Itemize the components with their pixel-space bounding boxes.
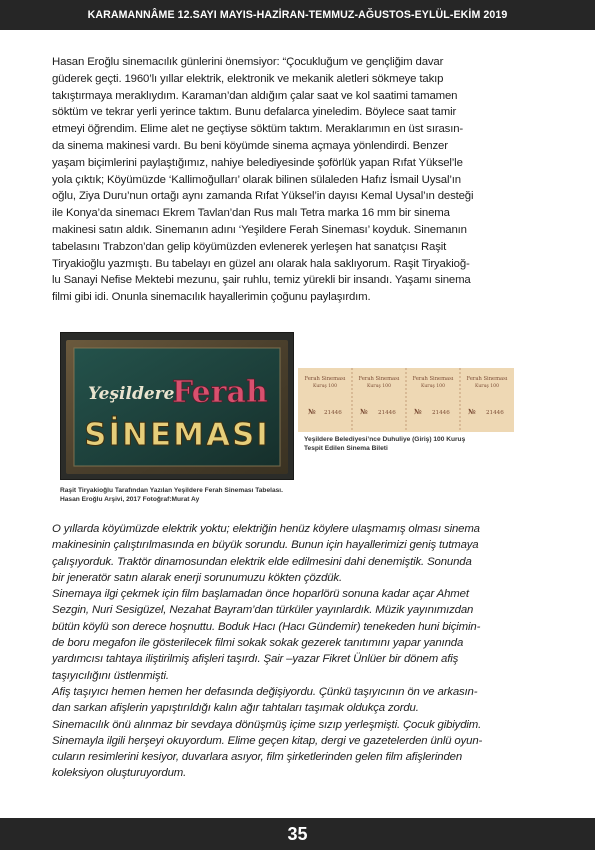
text-line: bütün köylü son derece hoşnuttu. Boduk Hacı (Hacı Gündemir) tenekeden huni biçimin- <box>52 620 481 633</box>
header-title: KARAMANNÂME 12.SAYI MAYIS-HAZİRAN-TEMMUZ-AĞUSTOS-EYLÜL-EKİM 2019 <box>87 9 508 21</box>
ticket-number: 21446 <box>378 410 396 416</box>
caption-line: Hasan Eroğlu Arşivi, 2017 Fotoğraf:Murat Ay <box>60 496 200 504</box>
text-line: Sinemacılık önü alınmaz bir sevdaya dönüşmüş içime sızıp yerleşmişti. Çocuk gibiydim. <box>52 718 482 731</box>
text-line: makinesinin çalıştırılmasında en büyük sorundu. Bunun için hayallerimizi geniş tutmaya <box>52 539 479 552</box>
ticket-no-mark: № <box>414 407 422 416</box>
sign-word-1: Yeşildere <box>88 384 175 404</box>
text-line: cuların resimlerini kesiyor, duvarlara asıyor, film şirketlerinden gelen film afişlerinden <box>52 751 463 764</box>
page-footer <box>0 818 595 850</box>
text-line: yardımcısı tahtaya iliştirilmiş afişleri taşırdı. Şair –yazar Fikret Ünlüer bir dönem afiş <box>52 653 459 666</box>
text-line: Hasan Eroğlu sinemacılık günlerini önemsiyor: “Çocukluğum ve gençliğim davar <box>52 56 444 68</box>
ticket-strip-image <box>298 368 514 432</box>
text-line: Sezgin, Nuri Sesigüzel, Nezahat Bayram’dan türküler yayınlardık. Müzik yayınımızdan <box>52 604 474 617</box>
text-line: takıştırmaya meraklıydım. Karaman’dan aldığım çalar saat ve kol saatimi tamamen <box>52 89 458 102</box>
text-line: de boru megafon ile gösterilecek filmi sokak sokak gezerek tanıtımını yapar yanında <box>52 637 464 650</box>
text-line: yola çıktık; Köyümüzde ‘Kallimoğulları’ olarak bilinen sülaleden Hafız İsmail Uysal’ın <box>52 173 461 186</box>
body-text-1 <box>52 54 527 306</box>
text-line: ile Konya’da sinemacı Ekrem Tavlan’dan Rus malı Tetra marka 16 mm bir sinema <box>52 207 450 220</box>
page-header <box>0 0 595 30</box>
text-line: filmi gibi idi. Onunla sinemacılık hayallerimin çoğunu paylaşırdım. <box>52 291 371 304</box>
ticket-price: Kuruş 100 <box>420 384 446 389</box>
caption-line: Yeşildere Belediyesi’nce Duhuliye (Giriş) 100 Kuruş <box>304 436 466 443</box>
text-line: Tiryakioğlu yazmıştı. Bu tabelayı en güzel anı olarak hala saklıyorum. Raşit Tiryakioğ- <box>52 257 470 270</box>
caption-line: Tespit Edilen Sinema Bileti <box>304 445 388 453</box>
ticket-number: 21446 <box>486 410 504 416</box>
cinema-sign-image <box>60 332 294 480</box>
text-line: Sinemaya ilgi çekmek için film başlamadan önce hoparlörü sonuna kadar açar Ahmet <box>52 588 469 601</box>
ticket-number: 21446 <box>324 410 342 416</box>
text-line: taşıyıcılığını üstlenmişti. <box>52 669 169 682</box>
text-line: bir jeneratör satın alarak enerji sorunumuzu kökten çözdük. <box>52 571 342 584</box>
text-line: lu Sanayi Nefise Mektebi mezunu, şair ruhlu, temiz yürekli bir insandı. Yaşamı sinema <box>52 274 471 287</box>
ticket-no-mark: № <box>468 407 476 416</box>
text-line: söktüm ve tekrar yerli yerince taktım. Bunu defalarca yineledim. Böylece saat tamir <box>52 106 457 119</box>
ticket-no-mark: № <box>360 407 368 416</box>
text-line: koleksiyon oluşturuyordum. <box>52 767 187 780</box>
ticket-price: Kuruş 100 <box>366 384 392 389</box>
text-line: yaşam biçimlerini paylaştığımız, nahiye belediyesinde şoförlük yapan Rıfat Yüksel’le <box>52 156 463 169</box>
sign-word-2: Ferah <box>172 375 268 410</box>
text-line: da sinema makinesi vardı. Bu beni köyümde sinema açmaya yönlendirdi. Benzer <box>52 139 448 152</box>
text-line: O yıllarda köyümüzde elektrik yoktu; elektriğin henüz köylere ulaşmamış olması sinema <box>52 523 480 535</box>
ticket-price: Kuruş 100 <box>474 384 500 389</box>
ticket-title: Ferah Sineması <box>304 376 346 382</box>
text-line: çalışıyorduk. Traktör dinamosundan elektrik elde edilmesini dahi denemiştik. Sonunda <box>52 555 472 568</box>
ticket-title: Ferah Sineması <box>412 376 454 382</box>
ticket-title: Ferah Sineması <box>466 376 508 382</box>
text-line: makinesi satın aldık. Sinemanın adını ‘Yeşildere Ferah Sineması’ koyduk. Sinemanın <box>52 223 467 236</box>
ticket-number: 21446 <box>432 410 450 416</box>
text-line: Afiş taşıyıcı hemen hemen her defasında değişiyordu. Çünkü taşıyıcının ön ve arkasın- <box>52 685 478 698</box>
text-line: etmeyi öğrendim. Elime alet ne geçtiyse söktüm taktım. Meraklarımın en üst sırasın- <box>52 123 464 136</box>
text-line: tabelasını Trabzon’dan gelip köyümüzden evlenerek yerleşen hat sanatçısı Raşit <box>52 240 447 253</box>
text-line: Sinemayla ilgili herşeyi okuyordum. Elime geçen kitap, dergi ve gazetelerden ünlü oyun- <box>52 734 483 747</box>
cinema-sign-photo <box>60 332 294 480</box>
body-text-2 <box>52 521 532 782</box>
ticket-strip-photo <box>298 368 514 432</box>
ticket-price: Kuruş 100 <box>312 384 338 389</box>
ticket-title: Ferah Sineması <box>358 376 400 382</box>
ticket-no-mark: № <box>308 407 316 416</box>
page-number: 35 <box>287 823 308 844</box>
text-line: dan sarkan afişlerin yapıştırıldığı kalın ağır tahtaları taşımak oldukça zordu. <box>52 702 419 715</box>
caption-line: Raşit Tiryakioğlu Tarafından Yazılan Yeşildere Ferah Sineması Tabelası. <box>60 487 283 494</box>
sign-word-3: SİNEMASI <box>84 417 270 453</box>
text-line: oğlu, Ziya Duru’nun ortağı aynı zamanda Rıfat Yüksel’in dayısı Kemal Uysal’ın desteği <box>52 190 474 203</box>
photo-caption-1 <box>60 486 310 505</box>
text-line: güderek geçti. 1960’lı yıllar elektrik, elektronik ve mekanik aletleri sökmeye takıp <box>52 72 444 85</box>
photo-caption-2 <box>304 435 514 453</box>
